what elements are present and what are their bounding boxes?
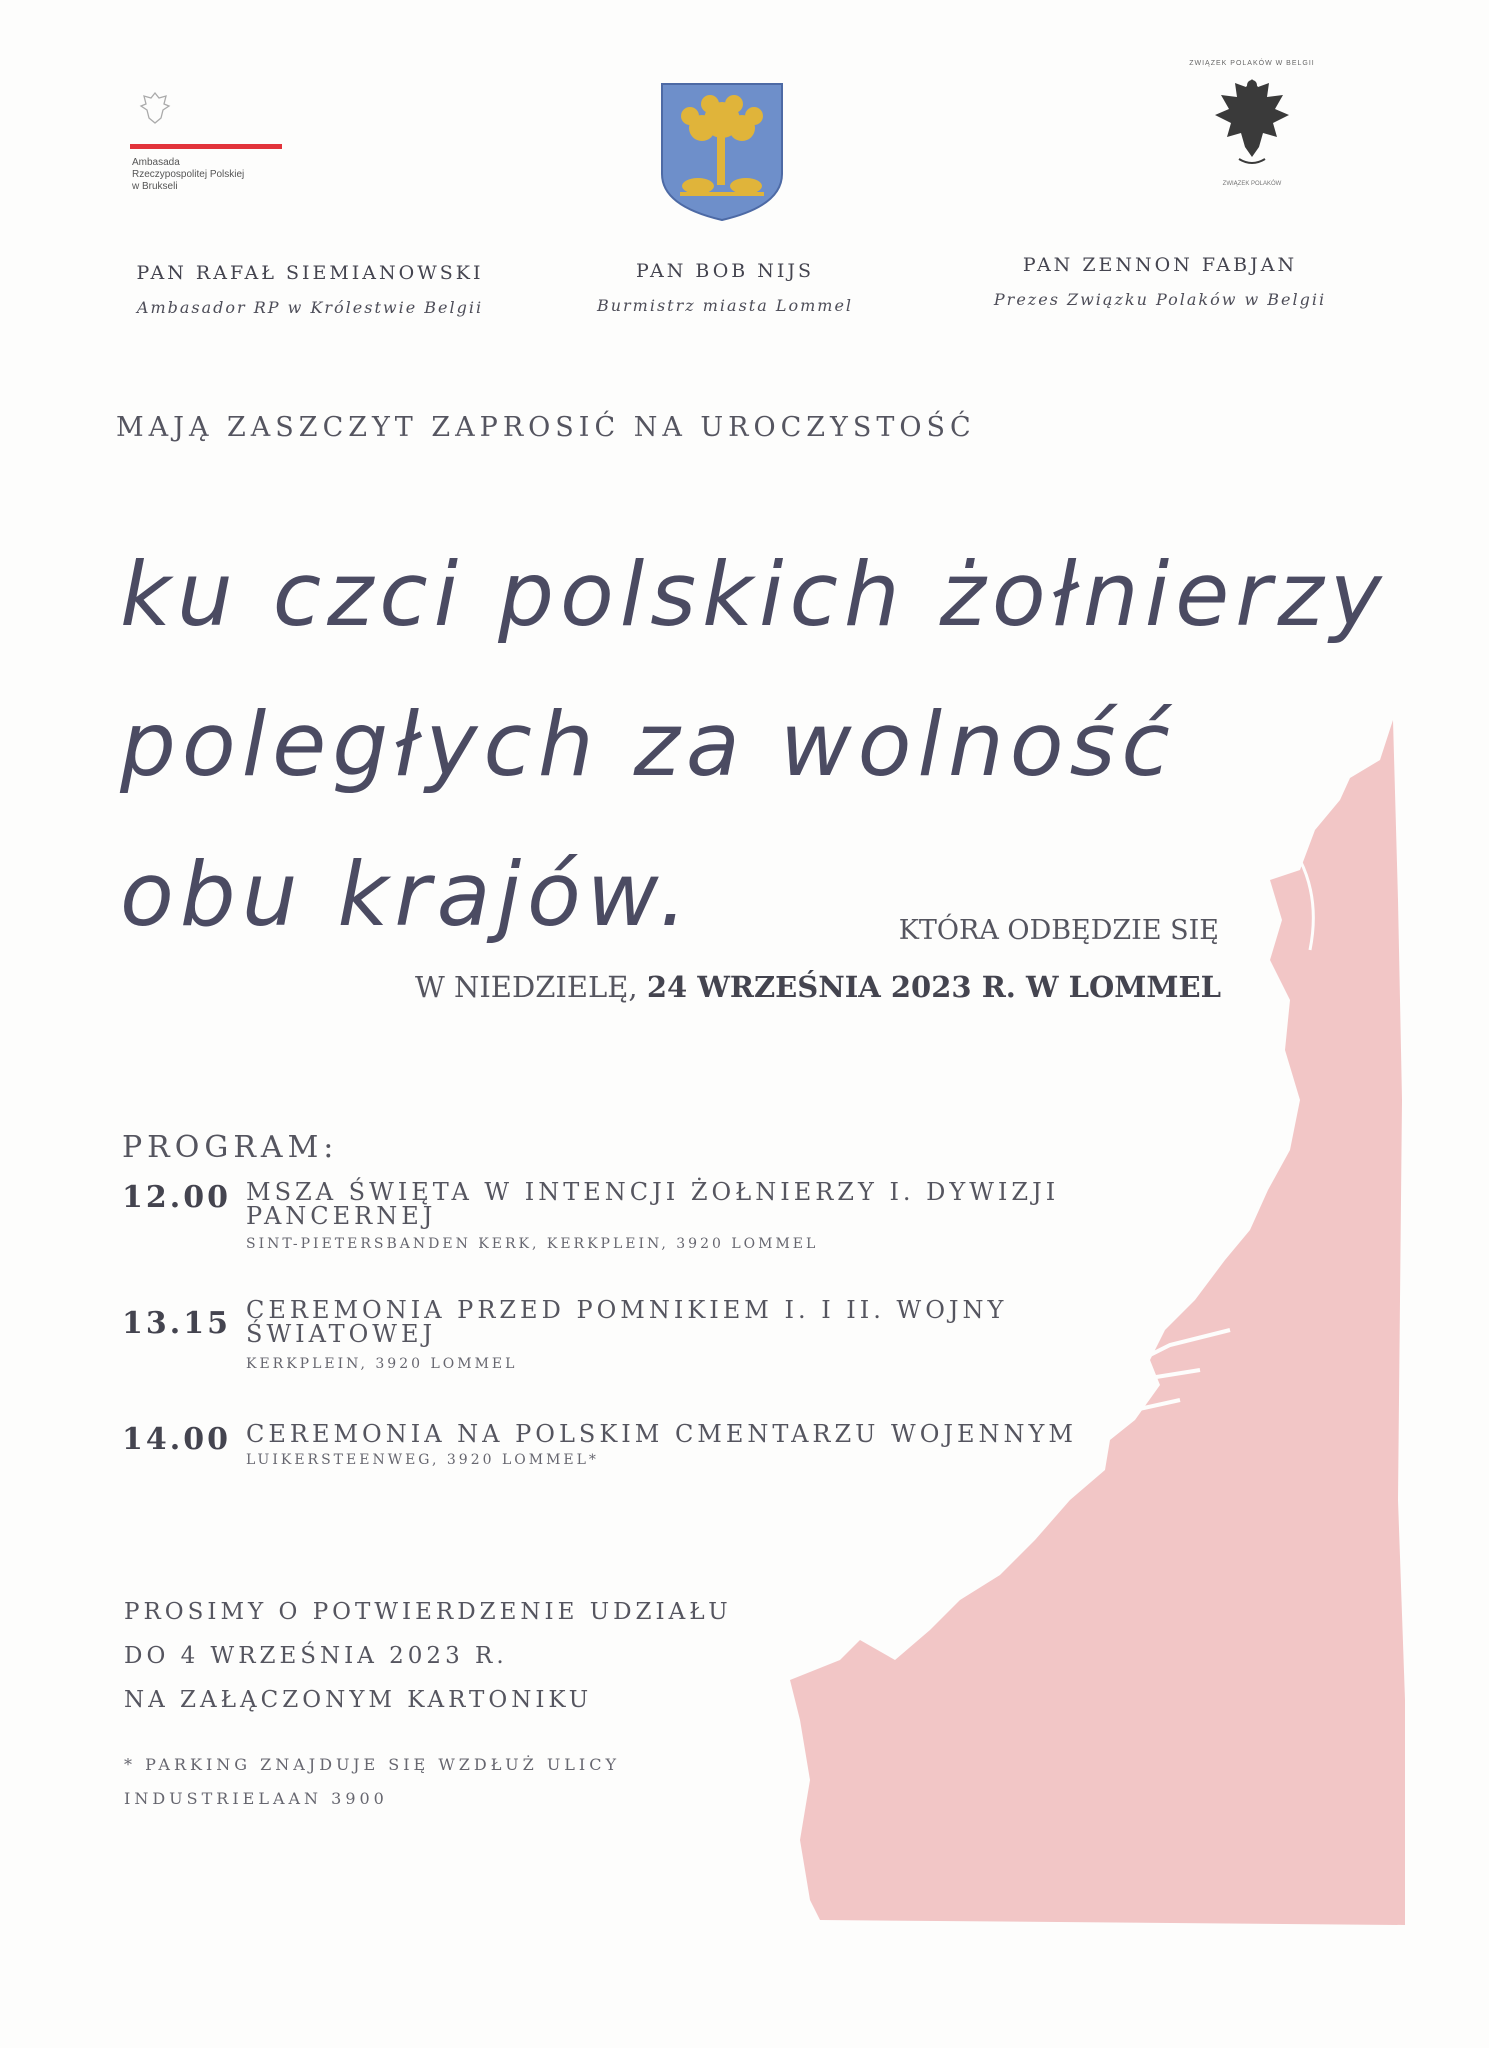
embassy-line-1: Ambasada <box>132 157 180 168</box>
embassy-text <box>132 157 300 193</box>
rsvp-line-3: NA ZAŁĄCZONYM KARTONIKU <box>124 1687 593 1713</box>
program-description: CEREMONIA PRZED POMNIKIEM I. I II. WOJNY ŚWIATOWEJ <box>246 1296 1008 1348</box>
host-mayor <box>545 260 905 315</box>
red-accent-line <box>130 144 282 149</box>
event-day: W NIEDZIELĘ, <box>414 970 638 1004</box>
union-of-poles-logo <box>1182 60 1322 187</box>
polish-eagle-icon <box>138 90 172 128</box>
invite-line: MAJĄ ZASZCZYT ZAPROSIĆ NA UROCZYSTOŚĆ <box>116 412 976 443</box>
event-date-line <box>415 970 1221 1004</box>
lommel-coat-of-arms-icon <box>660 82 784 222</box>
handwritten-title <box>120 520 1388 970</box>
title-line-3: obu krajów. <box>120 843 694 946</box>
program-description: CEREMONIA NA POLSKIM CMENTARZU WOJENNYM <box>246 1420 1077 1448</box>
program-time: 13.15 <box>122 1306 231 1341</box>
program-heading: PROGRAM: <box>122 1130 339 1165</box>
host-ambassador <box>100 262 520 317</box>
parking-line-1: * PARKING ZNAJDUJE SIĘ WZDŁUŻ ULICY <box>124 1755 621 1774</box>
event-date: 24 WRZEŚNIA 2023 R. W LOMMEL <box>646 970 1221 1004</box>
eagle-icon <box>1207 67 1297 177</box>
title-line-2: poległych za wolność <box>120 693 1176 796</box>
rsvp-note <box>124 1590 732 1722</box>
host-president <box>930 254 1390 309</box>
rsvp-line-2: DO 4 WRZEŚNIA 2023 R. <box>124 1643 508 1669</box>
program-description: MSZA ŚWIĘTA W INTENCJI ŻOŁNIERZY I. DYWIZJI PANCERNEJ <box>246 1178 1060 1230</box>
title-line-1: ku czci polskich żołnierzy <box>120 543 1388 646</box>
host-role: Burmistrz miasta Lommel <box>596 296 854 315</box>
program-time: 14.00 <box>122 1422 231 1457</box>
program-address: SINT-PIETERSBANDEN KERK, KERKPLEIN, 3920 LOMMEL <box>246 1236 819 1252</box>
union-top-text: ZWIĄZEK POLAKÓW W BELGII <box>1189 60 1315 67</box>
host-name: PAN BOB NIJS <box>635 260 815 282</box>
host-role: Ambasador RP w Królestwie Belgii <box>136 298 484 317</box>
parking-note <box>124 1748 620 1816</box>
union-bottom-text: ZWIĄZEK POLAKÓW <box>1222 181 1282 187</box>
program-time: 12.00 <box>122 1180 231 1215</box>
parking-line-2: INDUSTRIELAAN 3900 <box>124 1789 388 1808</box>
host-role: Prezes Związku Polaków w Belgii <box>993 290 1327 309</box>
program-address: LUIKERSTEENWEG, 3920 LOMMEL* <box>246 1452 599 1468</box>
embassy-line-2: Rzeczypospolitej Polskiej <box>132 169 245 180</box>
event-intro: KTÓRA ODBĘDZIE SIĘ <box>898 915 1219 946</box>
embassy-line-3: w Brukseli <box>132 181 178 192</box>
host-name: PAN RAFAŁ SIEMIANOWSKI <box>136 262 484 284</box>
rsvp-line-1: PROSIMY O POTWIERDZENIE UDZIAŁU <box>124 1599 732 1625</box>
program-address: KERKPLEIN, 3920 LOMMEL <box>246 1356 518 1372</box>
embassy-logo <box>130 90 300 193</box>
host-name: PAN ZENNON FABJAN <box>1022 254 1298 276</box>
